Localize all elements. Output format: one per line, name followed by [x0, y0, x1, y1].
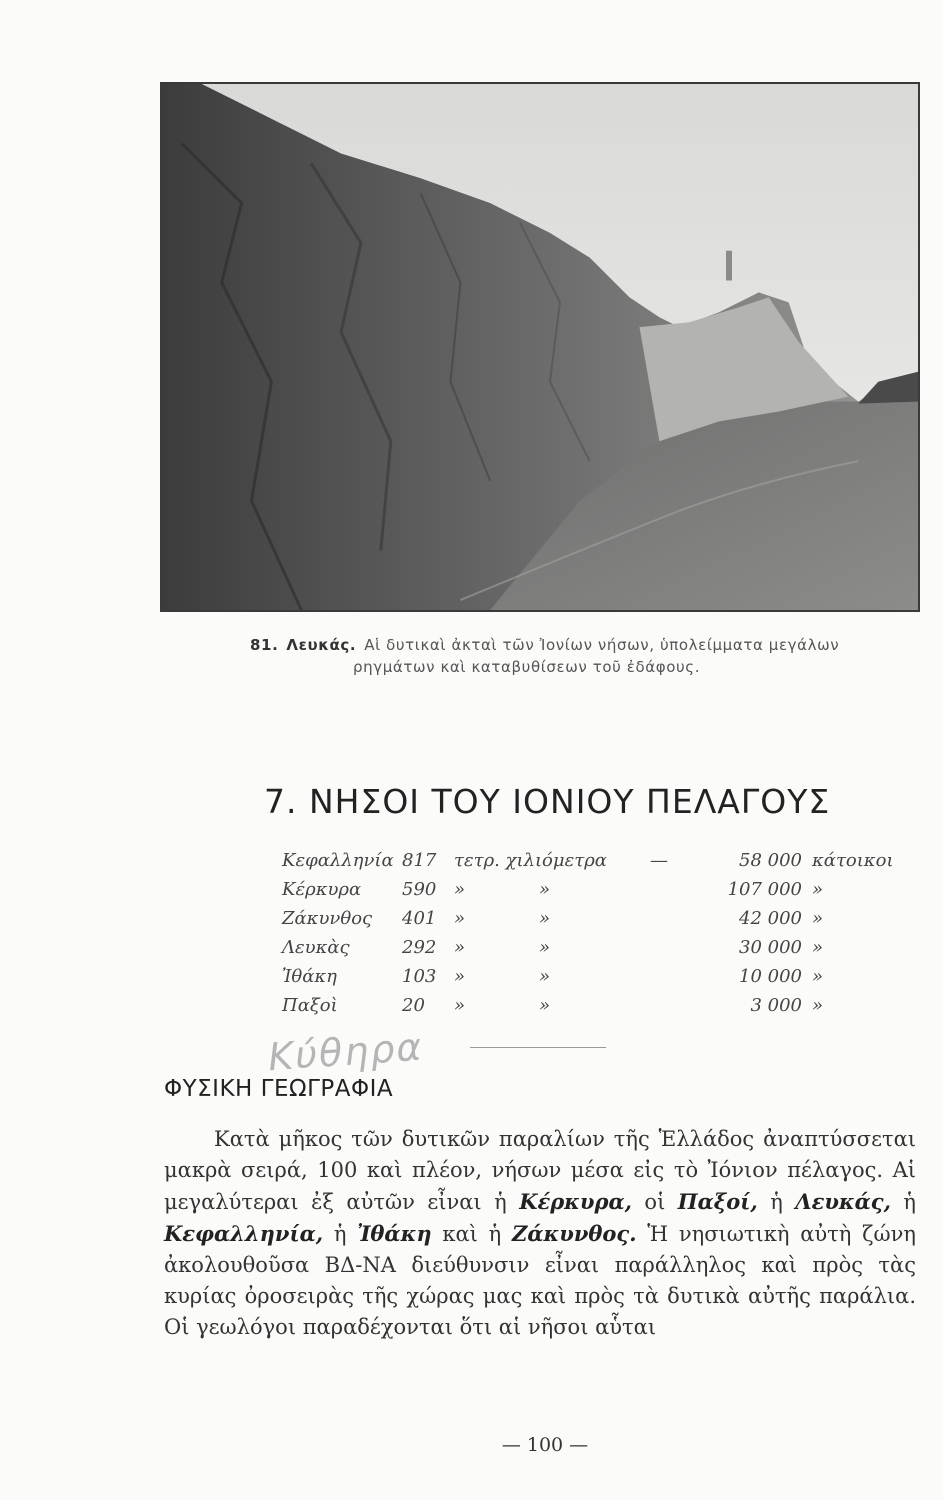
- area-unit-2: »: [539, 879, 551, 900]
- section-title: 7. ΝΗΣΟΙ ΤΟΥ ΙΟΝΙΟΥ ΠΕΛΑΓΟΥΣ: [264, 782, 831, 821]
- area-unit-1: »: [454, 966, 466, 987]
- figure-number: 81.: [250, 636, 279, 654]
- islands-table: [282, 850, 894, 1024]
- text-run: Ἡ νησιωτικὴ αὐτὴ ζώνη ἀκολουθοῦσα ΒΔ-ΝΑ διεύθυνσιν εἶναι παράλληλος καὶ πρὸς τὰς κυρίας ὀροσειρὰς τῆς χώρας μας καὶ πρὸς τὰ δυτικὰ αὐτῆς παράλια. Οἱ γεωλόγοι παραδέχονται ὅτι αἱ νῆσοι αὗται: [164, 1222, 916, 1339]
- section-heading: ΦΥΣΙΚΗ ΓΕΩΓΡΑΦΙΑ: [164, 1076, 394, 1102]
- area-unit-2: »: [539, 995, 551, 1016]
- island-name: Κέρκυρα: [282, 879, 362, 900]
- island-area: 103: [402, 966, 437, 987]
- island-area: 401: [402, 908, 437, 929]
- island-name-kefallinia: Κεφαλληνία,: [164, 1221, 324, 1246]
- text-run: ἡ: [890, 1190, 916, 1214]
- row-dash: —: [650, 850, 668, 871]
- area-unit-1: »: [454, 995, 466, 1016]
- island-population: 58 000: [739, 850, 802, 871]
- island-population: 42 000: [739, 908, 802, 929]
- area-unit: [454, 937, 551, 958]
- island-population: 10 000: [739, 966, 802, 987]
- area-unit: [454, 850, 607, 871]
- area-unit-1: »: [454, 879, 466, 900]
- island-name: Ἰθάκη: [282, 966, 337, 987]
- island-area: 817: [402, 850, 437, 871]
- table-row: [282, 937, 842, 966]
- area-unit-1: »: [454, 908, 466, 929]
- island-area: 590: [402, 879, 437, 900]
- area-unit: [454, 995, 551, 1016]
- table-row: [282, 995, 842, 1024]
- text-run: οἱ: [631, 1190, 678, 1214]
- population-label: »: [812, 879, 824, 900]
- island-area: 20: [402, 995, 425, 1016]
- area-unit-1: τετρ.: [454, 850, 500, 871]
- island-name-zakynthos: Ζάκυνθος.: [512, 1221, 637, 1246]
- island-name-ithaki: Ἰθάκη: [357, 1221, 432, 1246]
- table-row: [282, 850, 894, 879]
- divider-rule: [470, 1047, 606, 1048]
- island-name: Παξοὶ: [282, 995, 338, 1016]
- island-name-paxoi: Παξοί,: [677, 1189, 758, 1214]
- text-run: καὶ ἡ: [431, 1222, 513, 1246]
- area-unit: [454, 966, 551, 987]
- island-name: Λευκὰς: [282, 937, 350, 958]
- page-number: — 100 —: [501, 1434, 589, 1456]
- island-population: 107 000: [727, 879, 802, 900]
- text-run: ἡ: [757, 1190, 796, 1214]
- island-name: Ζάκυνθος: [282, 908, 373, 929]
- area-unit-2: »: [539, 937, 551, 958]
- area-unit: [454, 879, 551, 900]
- area-unit-2: »: [539, 966, 551, 987]
- table-row: [282, 966, 842, 995]
- caption-line-1: Αἱ δυτικαὶ ἀκταὶ τῶν Ἰονίων νήσων, ὑπολείμματα μεγάλων: [364, 636, 840, 654]
- population-label: »: [812, 995, 824, 1016]
- island-population: 3 000: [750, 995, 802, 1016]
- caption-line-2: ρηγμάτων καὶ καταβυθίσεων τοῦ ἐδάφους.: [353, 658, 701, 676]
- population-label: »: [812, 966, 824, 987]
- text-run: Κατὰ μῆκος τῶν δυτικῶν παραλίων τῆς Ἑλλάδος ἀναπτύσσεται μακρὰ σειρά, 100 καὶ πλέον, νήσων μέσα εἰς τὸ Ἰόνιον πέλαγος. Αἱ μεγαλύτεραι ἐξ αὐτῶν εἶναι ἡ: [164, 1127, 916, 1214]
- population-label: »: [812, 937, 824, 958]
- area-unit: [454, 908, 551, 929]
- cliff-photo-illustration: [162, 84, 918, 610]
- area-unit-2: χιλιόμετρα: [505, 850, 607, 871]
- population-label: κάτοικοι: [812, 850, 894, 871]
- island-name: Κεφαλληνία: [282, 850, 394, 871]
- area-unit-2: »: [539, 908, 551, 929]
- island-area: 292: [402, 937, 437, 958]
- coastal-cliffs-photo: [160, 82, 920, 612]
- figure-caption: [250, 634, 870, 678]
- table-row: [282, 908, 842, 937]
- island-population: 30 000: [739, 937, 802, 958]
- island-name-kerkyra: Κέρκυρα,: [519, 1189, 632, 1214]
- population-label: »: [812, 908, 824, 929]
- handwritten-note: Κύθηρα: [266, 1024, 425, 1080]
- area-unit-1: »: [454, 937, 466, 958]
- island-name-lefkas: Λευκάς,: [795, 1189, 891, 1214]
- table-row: [282, 879, 842, 908]
- body-paragraph: [164, 1124, 916, 1343]
- text-run: ἡ: [323, 1222, 358, 1246]
- figure-place: Λευκάς.: [286, 636, 357, 654]
